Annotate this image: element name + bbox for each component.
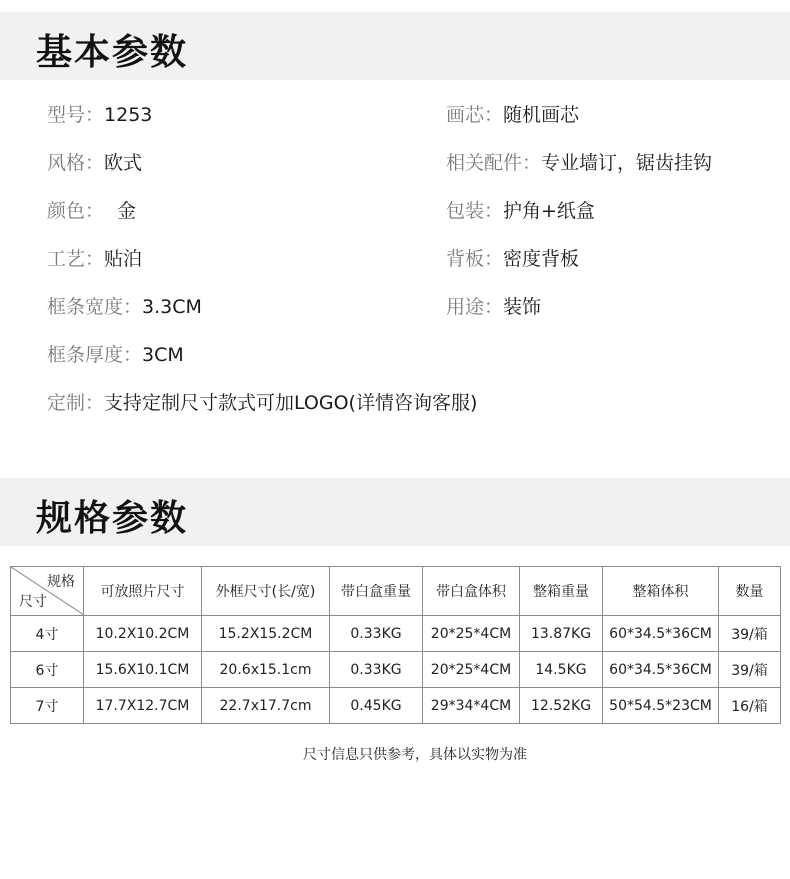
param-frame-thickness: [47, 340, 184, 367]
corner-label-spec: 规格: [47, 574, 75, 590]
param-value: 密度背板: [503, 248, 580, 270]
param-style: [47, 148, 142, 175]
column-header: 整箱体积: [603, 567, 719, 616]
param-value: 3.3CM: [142, 296, 202, 318]
param-key: 用途：: [446, 296, 504, 318]
param-key: 背板：: [446, 248, 504, 270]
param-key: 风格：: [47, 152, 105, 174]
table-cell: 16/箱: [719, 688, 781, 724]
table-row: [11, 652, 781, 688]
table-cell: 50*54.5*23CM: [603, 688, 719, 724]
param-key: 包装：: [446, 200, 504, 222]
column-header: 带白盒重量: [330, 567, 423, 616]
corner-label-size: 尺寸: [19, 594, 47, 610]
param-value: 支持定制尺寸款式可加LOGO(详情咨询客服): [104, 392, 478, 414]
param-key: 画芯：: [446, 104, 504, 126]
table-cell: 20*25*4CM: [423, 616, 520, 652]
param-value: 欧式: [104, 152, 143, 174]
basic-params-banner: [0, 12, 790, 80]
table-cell: 60*34.5*36CM: [603, 616, 719, 652]
table-cell: 39/箱: [719, 616, 781, 652]
disclaimer-note: 尺寸信息只供参考，具体以实物为准: [303, 747, 527, 763]
row-size-cell: 6寸: [11, 652, 84, 688]
param-accessories: [446, 148, 712, 175]
param-picture-core: [446, 100, 579, 127]
table-corner-cell: [11, 567, 84, 616]
param-value: 专业墙订，锯齿挂钩: [541, 152, 713, 174]
param-model: [47, 100, 152, 127]
table-cell: 10.2X10.2CM: [84, 616, 202, 652]
param-value: 3CM: [142, 344, 184, 366]
param-value: 随机画芯: [503, 104, 580, 126]
param-value: 装饰: [503, 296, 542, 318]
table-cell: 0.33KG: [330, 652, 423, 688]
column-header: 数量: [719, 567, 781, 616]
row-size-cell: 7寸: [11, 688, 84, 724]
table-cell: 0.33KG: [330, 616, 423, 652]
table-cell: 29*34*4CM: [423, 688, 520, 724]
spec-table: [10, 566, 781, 724]
param-value: 贴泊: [104, 248, 143, 270]
column-header: 外框尺寸(长/宽): [202, 567, 330, 616]
param-key: 相关配件：: [446, 152, 542, 174]
param-backboard: [446, 244, 579, 271]
table-cell: 14.5KG: [520, 652, 603, 688]
table-header-row: [11, 567, 781, 616]
table-cell: 20.6x15.1cm: [202, 652, 330, 688]
table-cell: 20*25*4CM: [423, 652, 520, 688]
table-cell: 15.6X10.1CM: [84, 652, 202, 688]
param-craft: [47, 244, 142, 271]
param-key: 框条厚度：: [47, 344, 143, 366]
param-color: [47, 196, 136, 223]
table-row: [11, 688, 781, 724]
table-cell: 12.52KG: [520, 688, 603, 724]
column-header: 带白盒体积: [423, 567, 520, 616]
param-customization: [47, 388, 477, 415]
basic-params-title: 基本参数: [36, 32, 189, 73]
param-key: 颜色：: [47, 200, 105, 222]
table-row: [11, 616, 781, 652]
table-cell: 39/箱: [719, 652, 781, 688]
column-header: 整箱重量: [520, 567, 603, 616]
param-value: 护角+纸盒: [503, 200, 595, 222]
param-packaging: [446, 196, 595, 223]
spec-params-title: 规格参数: [36, 498, 189, 539]
param-key: 定制：: [47, 392, 105, 414]
table-cell: 13.87KG: [520, 616, 603, 652]
param-key: 型号：: [47, 104, 105, 126]
table-cell: 60*34.5*36CM: [603, 652, 719, 688]
table-cell: 15.2X15.2CM: [202, 616, 330, 652]
param-value: 金: [117, 200, 137, 222]
param-key: 框条宽度：: [47, 296, 143, 318]
param-key: 工艺：: [47, 248, 105, 270]
table-cell: 22.7x17.7cm: [202, 688, 330, 724]
param-usage: [446, 292, 541, 319]
table-cell: 0.45KG: [330, 688, 423, 724]
column-header: 可放照片尺寸: [84, 567, 202, 616]
spec-params-banner: [0, 478, 790, 546]
param-frame-width: [47, 292, 202, 319]
param-value: 1253: [104, 104, 153, 126]
row-size-cell: 4寸: [11, 616, 84, 652]
table-cell: 17.7X12.7CM: [84, 688, 202, 724]
